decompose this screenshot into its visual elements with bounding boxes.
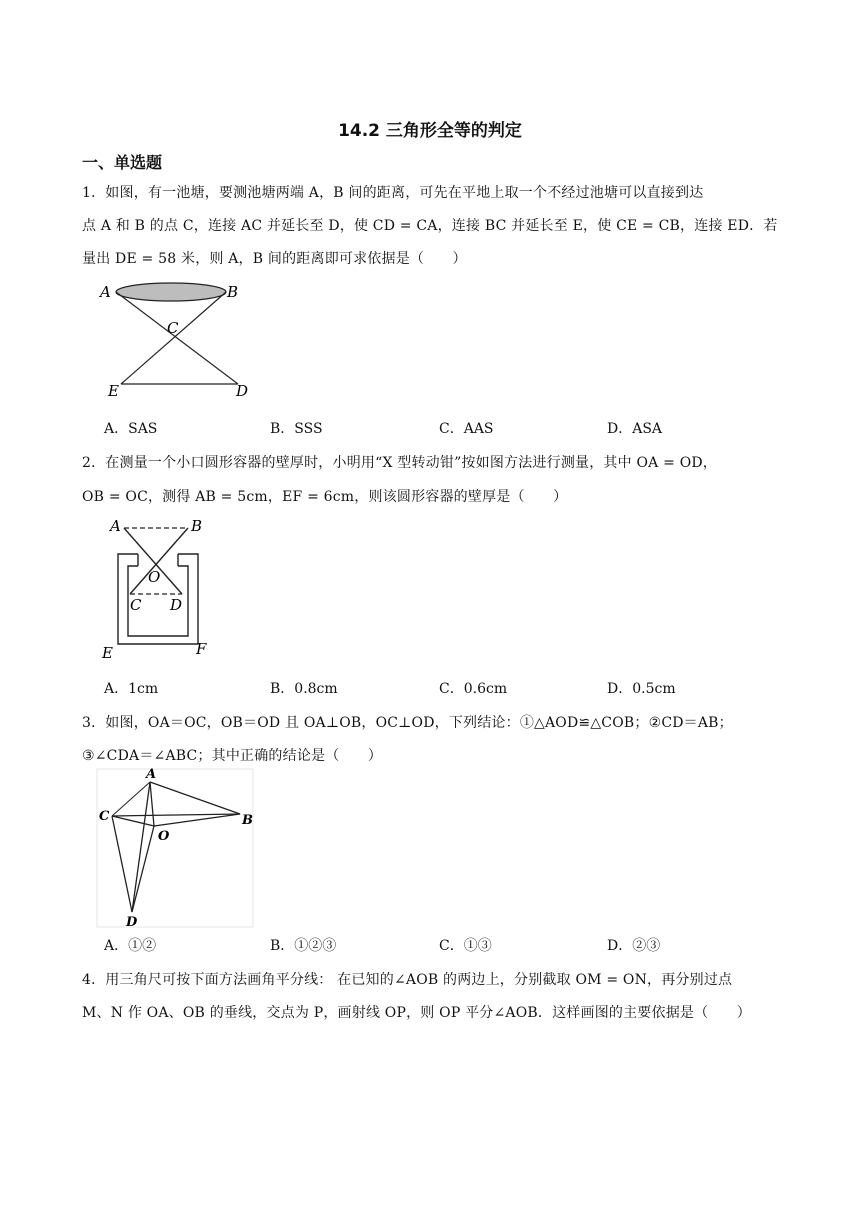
q2-figure <box>96 514 226 668</box>
q1-text-line3: 量出 DE = 58 米，则 A，B 间的距离即可求依据是（ ） <box>82 251 467 267</box>
q2-label-e: E <box>102 644 113 662</box>
q3-text-line2: ③∠CDA＝∠ABC；其中正确的结论是（ ） <box>82 748 383 764</box>
q3-label-d: D <box>126 915 138 930</box>
q3-figure <box>96 768 258 934</box>
q1-option-d[interactable]: D．ASA <box>607 421 663 437</box>
q1-option-b[interactable]: B．SSS <box>270 421 323 437</box>
q1-option-c[interactable]: C．AAS <box>439 421 494 437</box>
q1-label-e: E <box>108 382 119 400</box>
q3-label-o: O <box>158 829 170 844</box>
q1-label-d: D <box>236 382 249 400</box>
q4-text-line1: 4．用三角尺可按下面方法画角平分线： 在已知的∠AOB 的两边上，分别截取 OM = ON，再分别过点 <box>82 972 733 988</box>
q3-label-a: A <box>146 768 157 782</box>
q1-label-a: A <box>100 283 111 301</box>
page-title: 14.2 三角形全等的判定 <box>338 121 522 141</box>
q2-text-line1: 2．在测量一个小口圆形容器的壁厚时，小明用“X 型转动钳”按如图方法进行测量，其中 OA = OD， <box>82 455 718 471</box>
q1-text-line2: 点 A 和 B 的点 C，连接 AC 并延长至 D，使 CD = CA，连接 BC 并延长至 E，使 CE = CB，连接 ED．若 <box>82 218 778 234</box>
q2-option-b[interactable]: B．0.8cm <box>270 681 338 697</box>
q4-text-line2: M、N 作 OA、OB 的垂线，交点为 P，画射线 OP，则 OP 平分∠AOB．这样画图的主要依据是（ ） <box>82 1005 751 1021</box>
q1-text-line1: 1．如图，有一池塘，要测池塘两端 A，B 间的距离，可先在平地上取一个不经过池塘可以直接到达 <box>82 185 704 201</box>
q2-option-a[interactable]: A．1cm <box>104 681 159 697</box>
q2-label-a: A <box>110 517 121 535</box>
q2-option-c[interactable]: C．0.6cm <box>439 681 508 697</box>
q2-label-o: O <box>148 568 161 586</box>
q1-label-b: B <box>227 283 239 301</box>
q3-option-b[interactable]: B．①②③ <box>270 938 337 954</box>
q2-label-d: D <box>170 596 183 614</box>
q2-label-c: C <box>130 596 142 614</box>
q3-option-d[interactable]: D．②③ <box>607 938 661 954</box>
q1-label-c: C <box>167 319 179 337</box>
q3-option-c[interactable]: C．①③ <box>439 938 492 954</box>
q3-option-a[interactable]: A．①② <box>104 938 157 954</box>
q2-option-d[interactable]: D．0.5cm <box>607 681 676 697</box>
q2-label-b: B <box>191 517 203 535</box>
section-heading: 一、单选题 <box>82 153 163 172</box>
q2-text-line2: OB = OC，测得 AB = 5cm，EF = 6cm，则该圆形容器的壁厚是（ ） <box>82 489 568 505</box>
q1-figure <box>96 276 266 408</box>
q1-option-a[interactable]: A．SAS <box>104 421 158 437</box>
q3-label-b: B <box>242 813 253 828</box>
q2-label-f: F <box>196 640 207 658</box>
q3-text-line1: 3．如图，OA＝OC，OB＝OD 且 OA⊥OB，OC⊥OD，下列结论：①△AOD≌△COB；②CD＝AB； <box>82 715 733 731</box>
q3-label-c: C <box>99 809 110 824</box>
